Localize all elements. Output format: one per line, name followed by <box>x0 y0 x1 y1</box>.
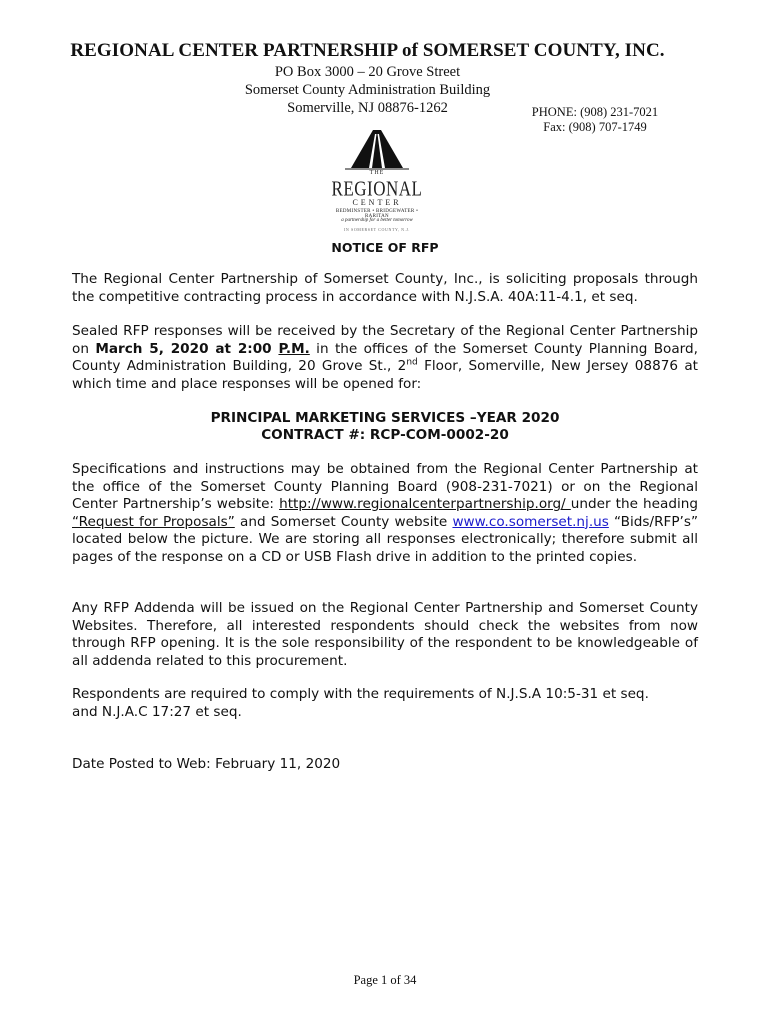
logo-regional-text: REGIONAL <box>331 176 423 201</box>
logo-county-text: IN SOMERSET COUNTY, N.J. <box>343 227 411 232</box>
notice-title: NOTICE OF RFP <box>331 240 439 255</box>
address-line-1: PO Box 3000 – 20 Grove Street <box>274 64 461 80</box>
contract-number: CONTRACT #: RCP-COM-0002-20 <box>261 427 509 443</box>
address-line-3: Somerville, NJ 08876-1262 <box>287 100 448 116</box>
somerset-county-website-link[interactable]: www.co.somerset.nj.us <box>452 513 609 530</box>
road-logo-icon <box>325 128 429 172</box>
phone-number: PHONE: (908) 231-7021 <box>531 105 659 119</box>
fax-number: Fax: (908) 707-1749 <box>543 120 647 134</box>
service-title: PRINCIPAL MARKETING SERVICES –YEAR 2020 <box>210 410 560 426</box>
compliance-paragraph: Respondents are required to comply with the requirements of N.J.S.A 10:5-31 et seq. and N.J.A.C 17:27 et seq. <box>72 686 649 720</box>
intro-paragraph: The Regional Center Partnership of Somerset County, Inc., is soliciting proposals through the competitive contracting process in accordance with N.J.S.A. 40A:11-4.1, et seq. <box>72 271 698 305</box>
addenda-paragraph: Any RFP Addenda will be issued on the Regional Center Partnership and Somerset County Websites. Therefore, all interested respondents should check the websites from now through RFP opening. It is the sole responsibility of the respondent to be knowledgeable of all addenda related to this procurement. <box>72 600 698 669</box>
logo-the-text: THE <box>369 170 385 176</box>
logo-center-text: CENTER <box>352 198 402 207</box>
specifications-paragraph: Specifications and instructions may be obtained from the Regional Center Partnership at the office of the Somerset County Planning Board (908-231-7021) or on the Regional Center Partnership’s website: http://www.regionalcenterpartnership.org/ under the heading “Request for Proposals” and Somerset County website www.co.somerset.nj.us “Bids/RFP’s” located below the picture. We are storing all responses electronically; therefore submit all pages of the response on a CD or USB Flash drive in addition to the printed copies. <box>72 461 698 565</box>
date-posted: Date Posted to Web: February 11, 2020 <box>72 756 341 772</box>
regional-center-logo <box>325 128 429 238</box>
address-line-2: Somerset County Administration Building <box>244 82 491 98</box>
sealed-responses-paragraph: Sealed RFP responses will be received by the Secretary of the Regional Center Partnership on March 5, 2020 at 2:00 P.M. in the offices of the Somerset County Planning Board, County Administration Building, 20 Grove St., 2nd Floor, Somerville, New Jersey 08876 at which time and place responses will be opened for: <box>72 323 698 392</box>
organization-title: REGIONAL CENTER PARTNERSHIP of SOMERSET COUNTY, INC. <box>70 40 665 61</box>
page-number: Page 1 of 34 <box>353 973 417 987</box>
rfp-heading: “Request for Proposals” <box>72 513 235 530</box>
opening-date: March 5, 2020 at 2:00 <box>95 340 279 357</box>
logo-tagline: BEDMINSTER • BRIDGEWATER • RARITAN <box>335 209 419 219</box>
opening-time-pm: P.M. <box>278 340 310 357</box>
regional-center-website-link[interactable]: http://www.regionalcenterpartnership.org/ <box>279 496 571 513</box>
logo-partnership-text: a partnership for a better tomorrow <box>341 218 413 223</box>
